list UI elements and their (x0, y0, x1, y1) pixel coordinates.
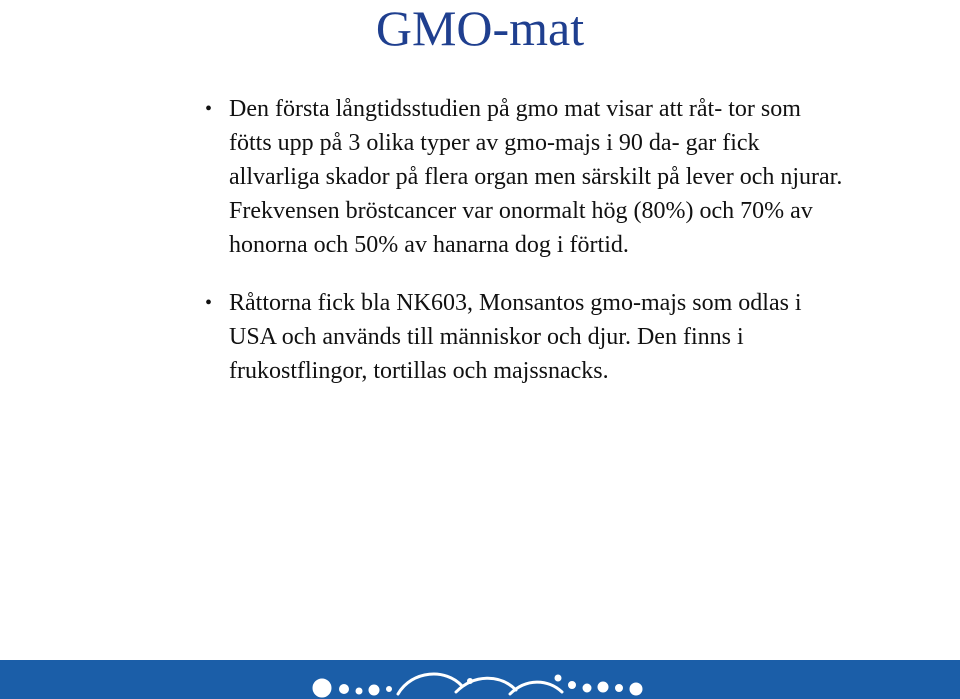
decorative-wave-icon (313, 674, 642, 697)
bullet-marker: • (205, 98, 213, 120)
bullet-item (205, 286, 845, 388)
bullet-text: Den första långtidsstudien på gmo mat visar att råt- tor som fötts upp på 3 olika typer av gmo-majs i 90 da- gar fick allvarliga skador på flera organ men särskilt på lever och njurar. Frekvensen bröstcancer var onormalt hög (80%) och 70% av honorna och 50% av hanarna dog i förtid. (229, 96, 843, 258)
bullet-marker: • (205, 292, 213, 314)
footer-decorative-band (0, 660, 960, 699)
slide-title: GMO-mat (375, 0, 585, 56)
bullet-item (205, 92, 845, 262)
bullet-text: Råttorna fick bla NK603, Monsantos gmo-majs som odlas i USA och används till människor och djur. Den finns i frukostflingor, tortillas och majssnacks. (229, 290, 802, 384)
bullet-list (205, 92, 845, 412)
